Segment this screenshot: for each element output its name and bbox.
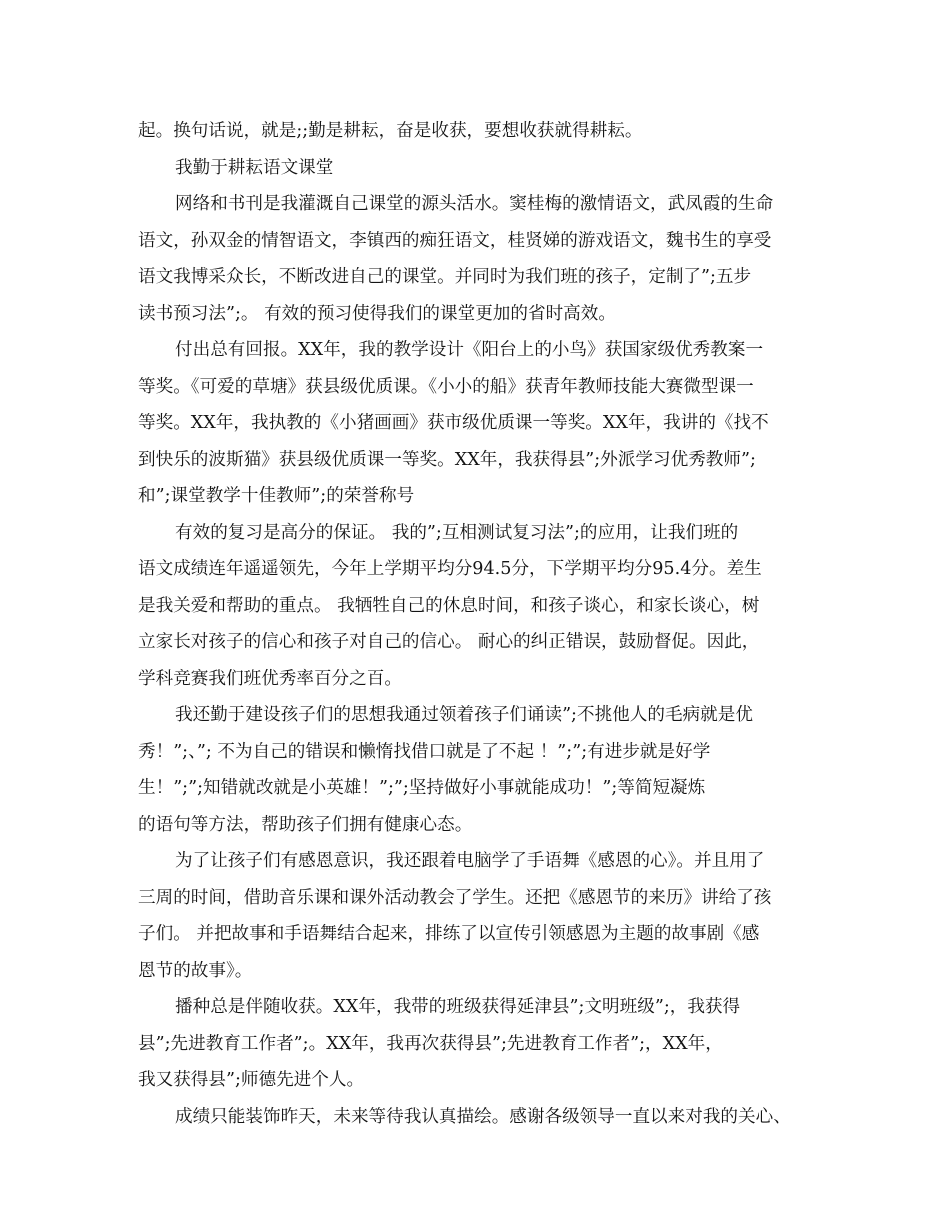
text-line: 生！”;”;知错就改就是小英雄！”;”;坚持做好小事就能成功！”;等简短凝炼 xyxy=(138,778,706,798)
text-line: 到快乐的波斯猫》获县级优质课一等奖。XX年，我获得县”;外派学习优秀教师”; xyxy=(138,449,756,470)
text-line: 我还勤于建设孩子们的思想我通过领着孩子们诵读”;不挑他人的毛病就是优 xyxy=(175,705,753,725)
text-line: 学科竞赛我们班优秀率百分之百。 xyxy=(138,668,402,689)
document-body xyxy=(138,113,818,1135)
text-line: 播种总是伴随收获。XX年，我带的班级获得延津县”;文明班级”;，我获得 xyxy=(175,997,741,1017)
text-line: 立家长对孩子的信心和孩子对自己的信心。 耐心的纠正错误，鼓励督促。因此， xyxy=(138,632,760,652)
text-line: 语文成绩连年遥遥领先，今年上学期平均分94.5分，下学期平均分95.4分。差生 xyxy=(138,559,762,579)
text-line: 和”;课堂教学十佳教师”;的荣誉称号 xyxy=(138,486,415,506)
text-line: 等奖。《可爱的草塘》获县级优质课。《小小的船》获青年教师技能大赛微型课一 xyxy=(138,376,754,397)
text-line: 起。换句话说，就是;;勤是耕耘，奋是收获，要想收获就得耕耘。 xyxy=(138,121,643,141)
text-line: 语文我博采众长，不断改进自己的课堂。并同时为我们班的孩子，定制了”;五步 xyxy=(138,267,752,287)
section-heading: 我勤于耕耘语文课堂 xyxy=(175,157,334,178)
text-line: 我又获得县”;师德先进个人。 xyxy=(138,1070,365,1090)
text-line: 读书预习法”;。 有效的预习使得我们的课堂更加的省时高效。 xyxy=(138,303,616,324)
text-line: 有效的复习是高分的保证。 我的”;互相测试复习法”;的应用，让我们班的 xyxy=(175,522,739,543)
text-line: 恩节的故事》。 xyxy=(138,960,253,981)
text-line: 语文，孙双金的情智语文，李镇西的痴狂语文，桂贤娣的游戏语文，魏书生的享受 xyxy=(138,230,772,251)
text-line: 三周的时间，借助音乐课和课外活动教会了学生。还把《感恩节的来历》讲给了孩 xyxy=(138,887,772,908)
text-line: 网络和书刊是我灌溉自己课堂的源头活水。窦桂梅的激情语文，武凤霞的生命 xyxy=(175,194,774,214)
text-line: 成绩只能装饰昨天，未来等待我认真描绘。感谢各级领导一直以来对我的关心、 xyxy=(175,1106,791,1127)
text-line: 县”;先进教育工作者”;。XX年，我再次获得县”;先进教育工作者”;，XX年， xyxy=(138,1033,723,1054)
text-line: 等奖。XX年，我执教的《小猪画画》获市级优质课一等奖。XX年，我讲的《找不 xyxy=(138,413,769,433)
text-line: 是我关爱和帮助的重点。 我牺牲自己的休息时间，和孩子谈心，和家长谈心，树 xyxy=(138,595,760,616)
text-line: 秀！”;、”; 不为自己的错误和懒惰找借口就是了不起 ！”;”;有进步就是好学 xyxy=(138,741,711,762)
text-line: 付出总有回报。XX年，我的教学设计《阳台上的小鸟》获国家级优秀教案一 xyxy=(175,340,764,360)
text-line: 子们。 并把故事和手语舞结合起来，排练了以宣传引领感恩为主题的故事剧《感 xyxy=(138,924,760,944)
text-line: 为了让孩子们有感恩意识，我还跟着电脑学了手语舞《感恩的心》。并且用了 xyxy=(175,851,765,871)
text-line: 的语句等方法，帮助孩子们拥有健康心态。 xyxy=(138,814,473,835)
